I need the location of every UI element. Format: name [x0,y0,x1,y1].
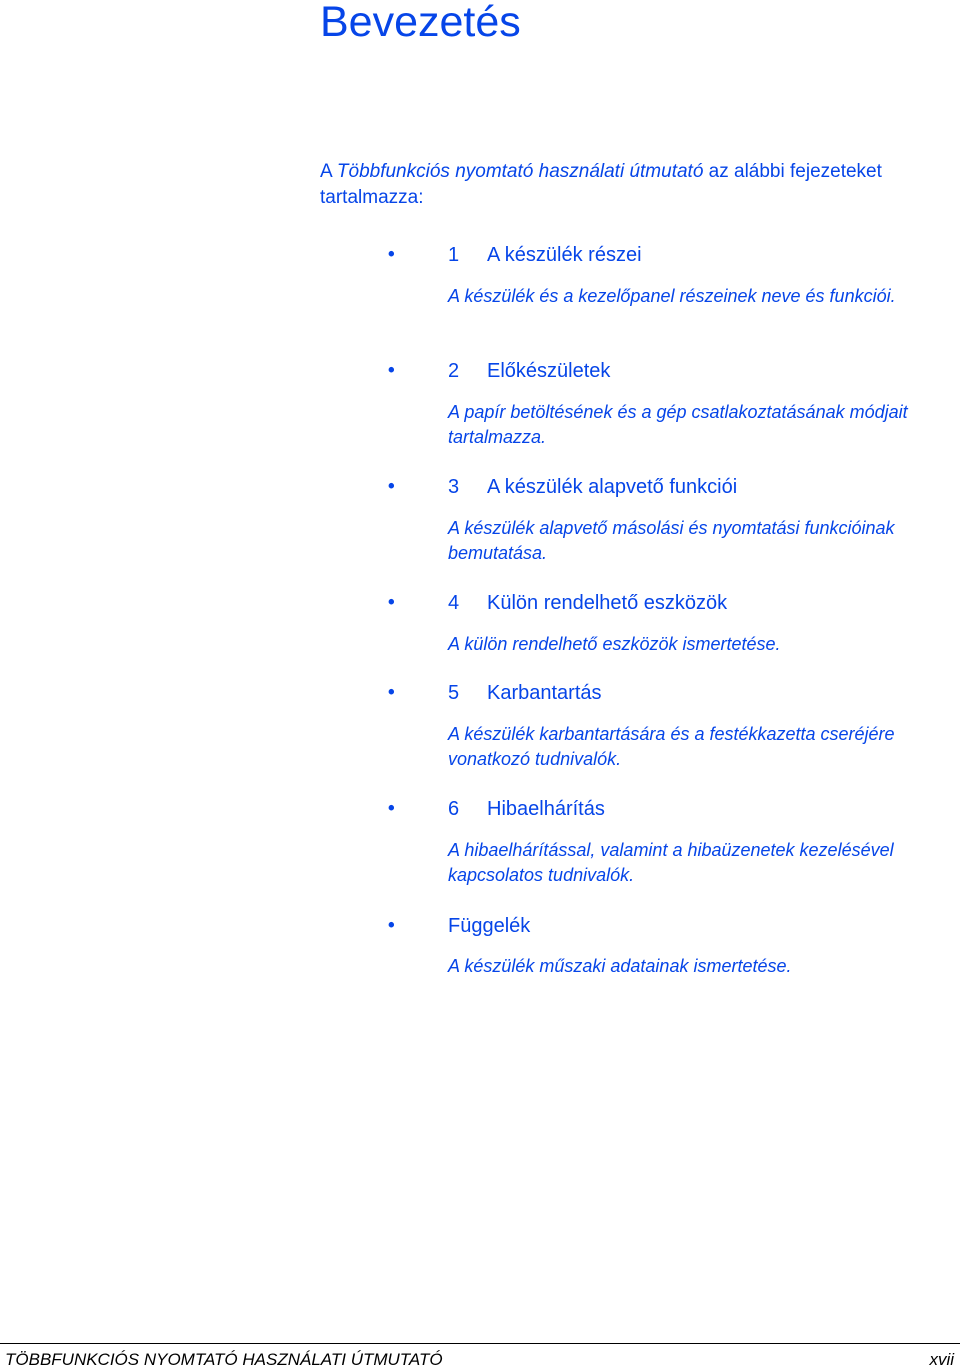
bullet-icon: • [388,244,395,265]
intro-suffix: az alábbi fejezeteket tartalmazza: [320,161,882,208]
chapter-heading [448,680,602,706]
bullet-icon: • [388,360,395,381]
chapter-description: A papír betöltésének és a gép csatlakoztatásának módjait tartalmazza. [448,402,908,447]
chapter-number: 3 [448,476,460,498]
chapter-number: 4 [448,592,460,614]
chapter-number: 2 [448,360,460,382]
bullet-icon: • [388,592,395,613]
chapter-description: A külön rendelhető eszközök ismertetése. [448,634,781,654]
bullet-icon: • [388,798,395,819]
page-title: Bevezetés [320,0,521,46]
intro-prefix: A [320,161,337,182]
chapter-title: Karbantartás [487,682,602,704]
bullet-icon: • [388,682,395,703]
chapter-description: A készülék alapvető másolási és nyomtatási funkcióinak bemutatása. [448,518,895,563]
chapter-title: A készülék részei [487,244,642,266]
chapter-heading [448,358,610,384]
chapter-description: A hibaelhárítással, valamint a hibaüzenetek kezelésével kapcsolatos tudnivalók. [448,840,894,885]
chapter-number: 6 [448,798,460,820]
chapter-title: Külön rendelhető eszközök [487,592,728,614]
chapter-heading [448,913,530,939]
chapter-number: 1 [448,244,460,266]
intro-guide-name: Többfunkciós nyomtató használati útmutató [336,161,704,182]
chapter-description: A készülék és a kezelőpanel részeinek neve és funkciói. [448,286,896,306]
chapter-title: Előkészületek [487,360,611,382]
chapter-heading [448,590,727,616]
footer-divider [0,1343,960,1344]
bullet-icon: • [388,915,395,936]
chapter-title: Függelék [448,915,531,937]
footer-document-title: TÖBBFUNKCIÓS NYOMTATÓ HASZNÁLATI ÚTMUTATÓ [5,1350,443,1369]
chapter-heading [448,242,642,268]
chapter-description: A készülék műszaki adatainak ismertetése. [448,956,792,976]
chapter-title: A készülék alapvető funkciói [487,476,738,498]
chapter-heading [448,796,605,822]
chapter-heading [448,474,737,500]
chapter-number: 5 [448,682,460,704]
bullet-icon: • [388,476,395,497]
chapter-title: Hibaelhárítás [487,798,605,820]
page-number: xvii [929,1350,954,1369]
chapter-description: A készülék karbantartására és a festékkazetta cseréjére vonatkozó tudnivalók. [448,724,895,769]
intro-paragraph [320,159,920,211]
